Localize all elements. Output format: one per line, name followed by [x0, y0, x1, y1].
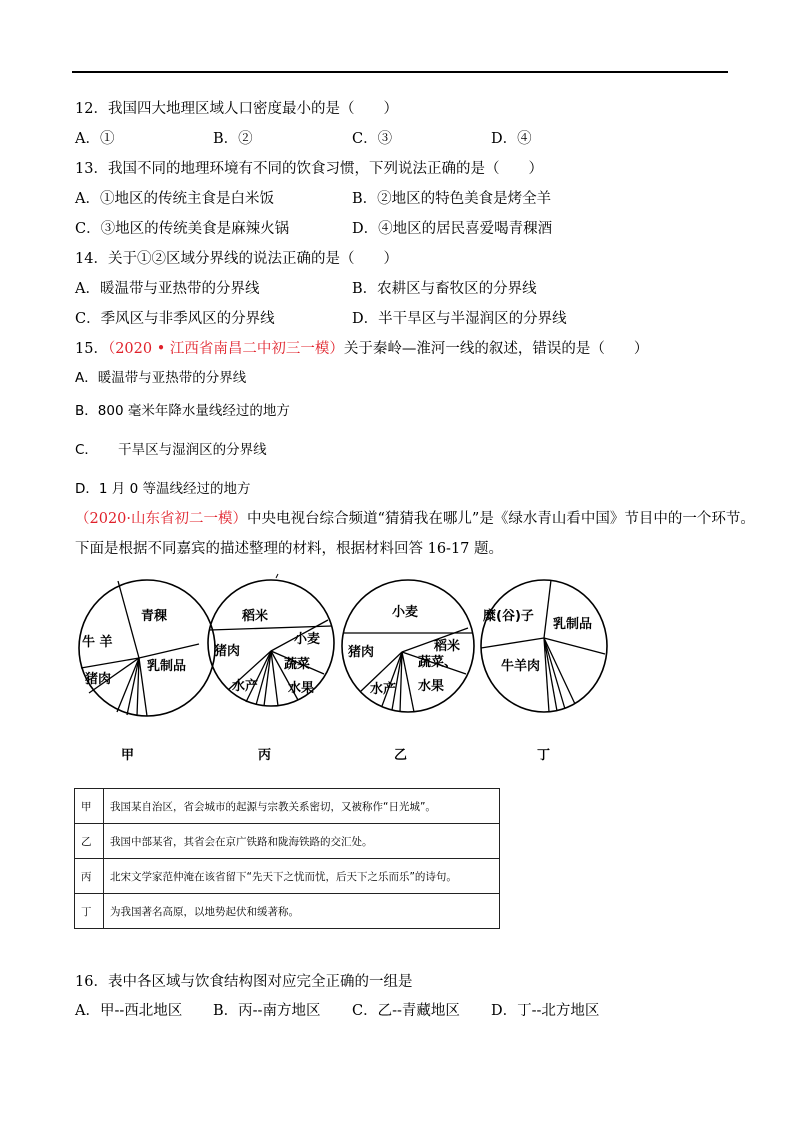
q16-stem: 16．表中各区域与饮食结构图对应完全正确的一组是 [75, 974, 413, 990]
q15-option-c: C． 干旱区与湿润区的分界线 [75, 442, 267, 458]
q14-option-c: C．季风区与非季风区的分界线 [75, 311, 275, 327]
pie-yi-label-1: 小麦 [392, 605, 419, 620]
table-row-key: 甲 [75, 789, 104, 824]
pie-bing [206, 578, 336, 708]
q12-option-a: A．① [75, 131, 115, 147]
pie-bing-label-2: 小麦 [294, 632, 321, 647]
q15-option-a: A．暖温带与亚热带的分界线 [75, 370, 247, 386]
q14-option-b: B．农耕区与畜牧区的分界线 [352, 281, 537, 297]
intro-line-1 [75, 509, 755, 529]
q15-source: （2020 • 江西省南昌二中初三一模） [107, 341, 344, 357]
q13-option-c: C．③地区的传统美食是麻辣火锅 [75, 221, 290, 237]
pie-jia [77, 578, 217, 718]
pie-yi-label-5: 水产 [370, 682, 397, 697]
table-row [75, 859, 500, 894]
q14-option-d: D．半干旱区与半湿润区的分界线 [352, 311, 567, 327]
q12-option-b: B．② [213, 131, 253, 147]
table-row-key: 丁 [75, 894, 104, 929]
pie-bing-label-4: 蔬菜 [284, 657, 311, 672]
q16-option-d: D．丁--北方地区 [491, 1003, 600, 1019]
region-info-table [74, 788, 500, 929]
pie-yi [340, 578, 476, 714]
table-row-text: 我国中部某省，其省会在京广铁路和陇海铁路的交汇处。 [104, 824, 500, 859]
pie-bing-label-3: 猪肉 [214, 644, 241, 659]
q15-option-d: D．1 月 0 等温线经过的地方 [75, 481, 251, 497]
pie-jia-caption: 甲 [121, 748, 135, 763]
q16-option-b: B．丙--南方地区 [213, 1003, 321, 1019]
intro-text: 中央电视台综合频道“猜猜我在哪儿”是《绿水青山看中国》节目中的一个环节。 [247, 511, 755, 527]
q12-stem: 12．我国四大地理区域人口密度最小的是（ ） [75, 101, 398, 117]
q14-stem: 14．关于①②区域分界线的说法正确的是（ ） [75, 251, 398, 267]
q14-option-a: A．暖温带与亚热带的分界线 [75, 281, 260, 297]
q12-option-d: D．④ [491, 131, 532, 147]
pie-bing-label-6: 水果 [288, 681, 315, 696]
q16-option-c: C．乙--青藏地区 [352, 1003, 460, 1019]
q15-stem-text: 关于秦岭—淮河一线的叙述，错误的是（ ） [343, 341, 649, 357]
q13-stem: 13．我国不同的地理环境有不同的饮食习惯，下列说法正确的是（ ） [75, 161, 543, 177]
pie-bing-label-1: 稻米 [242, 609, 269, 624]
pie-ding-label-2: 乳制品 [553, 617, 593, 632]
table-row-key: 丙 [75, 859, 104, 894]
q12-option-c: C．③ [352, 131, 393, 147]
pie-yi-caption: 乙 [394, 748, 408, 763]
pie-yi-label-6: 水果 [418, 679, 445, 694]
pie-jia-label-2: 牛 羊 [82, 635, 113, 650]
pie-ding [479, 578, 609, 714]
pie-yi-label-2: 稻米 [434, 639, 461, 654]
pie-bing-caption: 丙 [258, 748, 272, 763]
pie-ding-label-1: 糜(谷)子 [483, 609, 534, 624]
pie-ding-label-3: 牛羊肉 [501, 659, 541, 674]
q15-option-b: B．800 毫米年降水量线经过的地方 [75, 403, 290, 419]
q13-option-d: D．④地区的居民喜爱喝青稞酒 [352, 221, 553, 237]
q15-stem [75, 339, 648, 359]
pie-bing-label-5: 水产 [232, 679, 259, 694]
pie-yi-label-4: 蔬菜、 [418, 655, 458, 670]
q13-option-a: A．①地区的传统主食是白米饭 [75, 191, 274, 207]
q15-number: 15． [75, 341, 108, 357]
pie-yi-label-3: 猪肉 [348, 645, 375, 660]
table-row [75, 789, 500, 824]
table-row-key: 乙 [75, 824, 104, 859]
pie-ding-caption: 丁 [537, 748, 551, 763]
table-row [75, 894, 500, 929]
table-row [75, 824, 500, 859]
intro-line-2: 下面是根据不同嘉宾的描述整理的材料，根据材料回答 16-17 题。 [75, 541, 504, 557]
table-row-text: 我国某自治区，省会城市的起源与宗教关系密切，又被称作“日光城”。 [104, 789, 500, 824]
q16-option-a: A．甲--西北地区 [75, 1003, 183, 1019]
pie-jia-label-1: 青稞 [141, 609, 168, 624]
table-row-text: 为我国著名高原，以地势起伏和缓著称。 [104, 894, 500, 929]
q13-option-b: B．②地区的特色美食是烤全羊 [352, 191, 552, 207]
intro-source: （2020·山东省初二一模） [75, 511, 248, 527]
header-rule [72, 71, 728, 73]
table-row-text: 北宋文学家范仲淹在该省留下“先天下之忧而忧，后天下之乐而乐”的诗句。 [104, 859, 500, 894]
pie-jia-label-3: 猪肉 [85, 672, 112, 687]
pie-jia-label-4: 乳制品 [147, 659, 187, 674]
